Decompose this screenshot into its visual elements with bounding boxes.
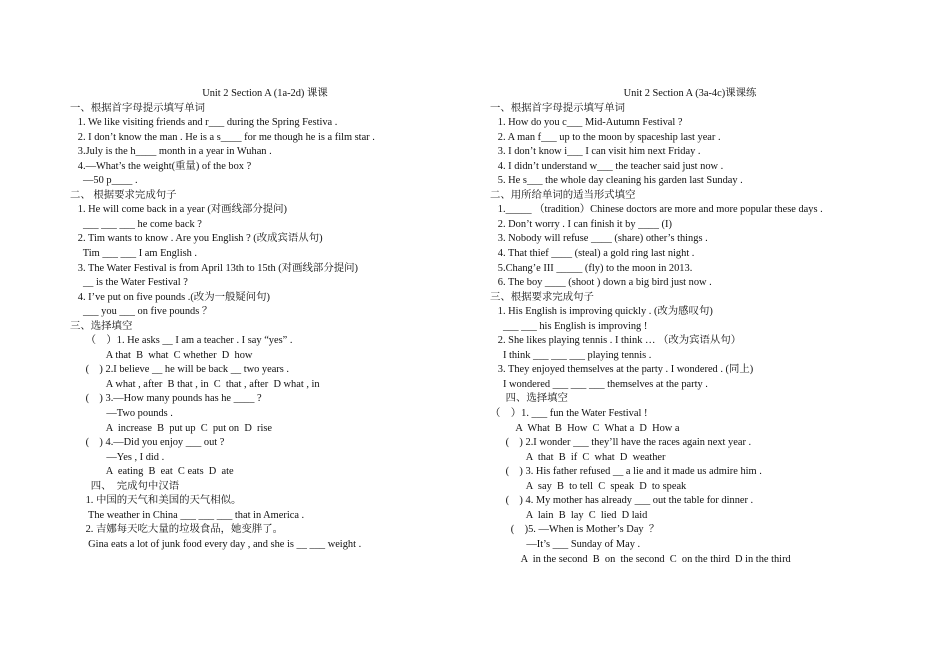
right-worksheet-line: I wondered ___ ___ ___ themselves at the party . <box>490 378 708 390</box>
right-worksheet-line: 4. I didn’t understand w___ the teacher said just now . <box>490 160 724 172</box>
right-worksheet-line: 3. Nobody will refuse ____ (share) other’s things . <box>490 233 708 245</box>
right-worksheet-title: Unit 2 Section A (3a-4c)课课练 <box>623 88 757 99</box>
right-worksheet-line: ___ ___ his English is improving ! <box>490 320 648 332</box>
left-worksheet-line: 2. I don’t know the man . He is a s____ for me though he is a film star . <box>70 131 375 143</box>
right-worksheet-line: 1. His English is improving quickly . (改为感叹句) <box>490 306 713 318</box>
right-worksheet-line: I think ___ ___ ___ playing tennis . <box>490 349 652 361</box>
right-worksheet-line: ( ) 4. My mother has already ___ out the table for dinner . <box>490 495 754 507</box>
right-worksheet-line: A in the second B on the second C on the third D in the third <box>490 553 791 565</box>
left-worksheet-line: —Yes , I did . <box>70 451 165 463</box>
left-worksheet-line: 2. 吉娜每天吃大量的垃圾食品，她变胖了。 <box>70 524 284 536</box>
left-worksheet-line: A increase B put up C put on D rise <box>70 422 273 434</box>
right-worksheet-line: 5.Chang’e III _____ (fly) to the moon in 2013. <box>490 262 693 274</box>
left-worksheet-line: ( ) 4.—Did you enjoy ___ out ? <box>70 437 225 449</box>
right-worksheet-line: ( ) 3. His father refused __ a lie and it made us admire him . <box>490 466 762 478</box>
left-worksheet-line: ( ) 2.I believe __ he will be back __ two years . <box>70 364 290 376</box>
left-worksheet-line: The weather in China ___ ___ ___ that in America . <box>70 509 305 521</box>
left-worksheet-line: Tim ___ ___ I am English . <box>70 248 198 260</box>
right-worksheet-line: —It’s ___ Sunday of May . <box>490 538 641 550</box>
left-worksheet-line: __ is the Water Festival ? <box>70 277 188 289</box>
right-worksheet-line: 1. How do you c___ Mid-Autumn Festival ? <box>490 117 683 129</box>
right-worksheet-line: 2. Don’t worry . I can finish it by ____ (I) <box>490 218 672 230</box>
left-worksheet-line: —50 p____ . <box>70 175 138 187</box>
right-worksheet-line: 5. He s___ the whole day cleaning his garden last Sunday . <box>490 175 743 187</box>
right-worksheet-line: A What B How C What a D How a <box>490 422 680 434</box>
right-worksheet-body <box>490 102 910 568</box>
left-worksheet-line: A eating B eat C eats D ate <box>70 466 234 478</box>
left-worksheet-line: ___ you ___ on five pounds ？ <box>70 306 213 318</box>
left-worksheet-line: 三、选择填空 <box>70 320 133 332</box>
left-worksheet-line: ___ ___ ___ he come back ? <box>70 218 202 230</box>
right-worksheet-line: A lain B lay C lied D laid <box>490 509 648 521</box>
right-worksheet-line: 二、用所给单词的适当形式填空 <box>490 189 636 201</box>
left-worksheet-line: 4. I’ve put on five pounds .(改为一般疑问句) <box>70 291 270 303</box>
right-worksheet-line: 一、根据首字母提示填写单词 <box>490 102 626 114</box>
left-worksheet-line: （ ）1. He asks __ I am a teacher . I say “yes” . <box>70 335 293 347</box>
right-worksheet-line: 4. That thief ____ (steal) a gold ring last night . <box>490 248 695 260</box>
left-worksheet-line: 1. He will come back in a year (对画线部分提问) <box>70 204 287 216</box>
left-worksheet-line: 3. The Water Festival is from April 13th to 15th (对画线部分提问) <box>70 262 358 274</box>
left-worksheet <box>70 87 460 553</box>
left-worksheet-line: 2. Tim wants to know . Are you English ? (改成宾语从句) <box>70 233 323 245</box>
right-worksheet-line: ( ) 2.I wonder ___ they’ll have the races again next year . <box>490 437 752 449</box>
right-worksheet-line: 3. I don’t know i___ I can visit him next Friday . <box>490 146 701 158</box>
left-worksheet-title: Unit 2 Section A (1a-2d) 课课 <box>202 88 328 99</box>
right-worksheet-line: 2. She likes playing tennis . I think … （改为宾语从句） <box>490 335 742 347</box>
right-worksheet-line: 1._____ （tradition）Chinese doctors are more and more popular these days . <box>490 204 823 216</box>
left-worksheet-line: 1. 中国的天气和美国的天气相似。 <box>70 495 242 507</box>
right-worksheet-line: A that B if C what D weather <box>490 451 666 463</box>
right-worksheet <box>490 87 910 567</box>
right-worksheet-line: 6. The boy ____ (shoot ) down a big bird just now . <box>490 277 712 289</box>
right-worksheet-line: 四、选择填空 <box>490 393 568 405</box>
right-worksheet-line: 三、根据要求完成句子 <box>490 291 594 303</box>
left-worksheet-line: —Two pounds . <box>70 408 173 420</box>
left-worksheet-line: A what , after B that , in C that , after D what , in <box>70 378 320 390</box>
left-worksheet-line: 一、根据首字母提示填写单词 <box>70 102 206 114</box>
right-worksheet-line: ( )5. —When is Mother’s Day ？ <box>490 524 660 536</box>
left-worksheet-line: ( ) 3.—How many pounds has he ____ ? <box>70 393 262 405</box>
right-worksheet-line: 2. A man f___ up to the moon by spaceship last year . <box>490 131 721 143</box>
right-worksheet-line: 3. They enjoyed themselves at the party . I wondered . (同上) <box>490 364 754 376</box>
left-worksheet-line: 1. We like visiting friends and r___ during the Spring Festiva . <box>70 117 338 129</box>
left-worksheet-line: A that B what C whether D how <box>70 349 253 361</box>
left-worksheet-line: 4.—What’s the weight(重量) of the box ? <box>70 160 252 172</box>
right-worksheet-line: （ ）1. ___ fun the Water Festival ! <box>490 408 648 420</box>
left-worksheet-line: 二、 根据要求完成句子 <box>70 189 177 201</box>
left-worksheet-line: Gina eats a lot of junk food every day , and she is __ ___ weight . <box>70 538 362 550</box>
left-worksheet-body <box>70 102 460 553</box>
left-worksheet-line: 四、 完成句中汉语 <box>70 480 180 492</box>
right-worksheet-line: A say B to tell C speak D to speak <box>490 480 687 492</box>
left-worksheet-line: 3.July is the h____ month in a year in Wuhan . <box>70 146 272 158</box>
